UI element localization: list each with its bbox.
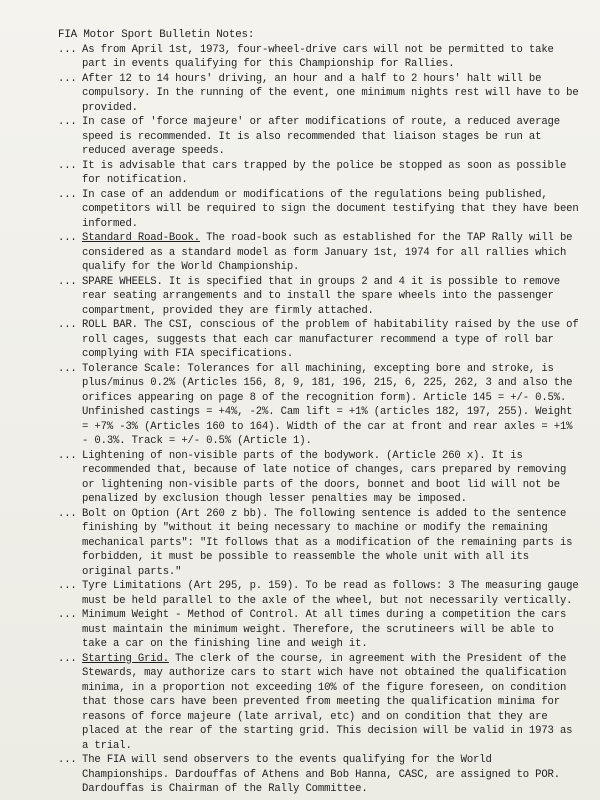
bulletin-note <box>58 507 582 580</box>
note-underlined-lead: Starting Grid. <box>82 652 169 665</box>
bulletin-note <box>58 753 582 797</box>
note-bullet-marker: ... <box>58 319 77 331</box>
note-bullet-marker: ... <box>58 116 77 128</box>
note-bullet-marker: ... <box>58 507 77 520</box>
bulletin-note <box>58 362 582 449</box>
note-underlined-lead: Standard Road-Book. <box>82 232 200 244</box>
note-bullet-marker: ... <box>58 754 77 766</box>
bulletin-note <box>58 449 582 507</box>
note-text: Bolt on Option (Art 260 z bb). The following sentence is added to the sentence finishing by "without it being necessary to machine or modify the remaining mechanical parts": "It follows that as a modification of the remaining parts is forbidden, it must be possible to reassemble the whole unit with all its original parts." <box>82 507 573 578</box>
note-bullet-marker: ... <box>58 188 77 201</box>
note-text: As from April 1st, 1973, four-wheel-drive cars will not be permitted to take part in events qualifying for this Championship for Rallies. <box>82 43 554 70</box>
bulletin-note <box>58 231 582 275</box>
note-bullet-marker: ... <box>58 609 77 621</box>
note-text: Minimum Weight - Method of Control. At all times during a competition the cars must maintain the minimum weight. Therefore, the scrutineers will be able to take a car on the finishing line and weigh it. <box>82 609 567 650</box>
bulletin-note <box>58 579 582 608</box>
note-bullet-marker: ... <box>58 362 77 375</box>
note-text: ROLL BAR. The CSI, conscious of the problem of habitability raised by the use of roll cages, suggests that each car manufacturer recommend a type of roll bar complying with FIA specifications. <box>82 319 579 360</box>
bulletin-note <box>58 43 582 72</box>
notes-list <box>58 43 582 797</box>
note-bullet-marker: ... <box>58 275 77 288</box>
note-text: The road-book such as established for the TAP Rally will be considered as a standard model as form January 1st, 1974 for all rallies which qualify for the World Championship. <box>82 232 573 273</box>
bulletin-note <box>58 318 582 362</box>
note-text: In case of 'force majeure' or after modifications of route, a reduced average speed is recommended. It is also recommended that liaison stages be run at reduced average speeds. <box>82 116 560 157</box>
note-text: In case of an addendum or modifications of the regulations being published, competitors will be required to sign the document testifying that they have been informed. <box>82 188 579 230</box>
note-bullet-marker: ... <box>58 449 77 462</box>
bulletin-note <box>58 608 582 652</box>
note-text: Lightening of non-visible parts of the bodywork. (Article 260 x). It is recommended that, because of late notice of changes, cars prepared by removing or lightening non-visible parts of the doors, bonnet and boot lid will not be penalized by exclusion though lesser penalties may be imposed. <box>82 449 567 505</box>
note-text: It is advisable that cars trapped by the police be stopped as soon as possible for notification. <box>82 159 567 186</box>
note-text: The FIA will send observers to the events qualifying for the World Championships. Dardouffas of Athens and Bob Hanna, CASC, are assigned to POR. Dardouffas is Chairman of the Rally Committee. <box>82 754 560 795</box>
note-text: SPARE WHEELS. It is specified that in groups 2 and 4 it is possible to remove rear seating arrangements and to install the spare wheels into the passenger compartment, provided they are firmly attached. <box>82 275 560 317</box>
note-text: After 12 to 14 hours' driving, an hour and a half to 2 hours' halt will be compulsory. In the running of the event, one minimum nights rest will have to be provided. <box>82 72 579 114</box>
note-bullet-marker: ... <box>58 72 77 85</box>
bulletin-notes <box>58 28 582 797</box>
bulletin-heading: FIA Motor Sport Bulletin Notes: <box>58 29 255 41</box>
note-text: Tolerance Scale: Tolerances for all machining, excepting bore and stroke, is plus/minus 0.2% (Articles 156, 8, 9, 181, 196, 215, 6, 225, 262, 3 and also the orifices appearing on page 8 of the recognition form). Article 145 = +/- 0.5%. Unfinished castings = +4%, -2%. Cam lift = +1% (articles 182, 197, 255). Weight = +7% -3% (Articles 160 to 164). Width of the car at front and rear axles = +1% - 0.3%. Track = +/- 0.5% (Article 1). <box>82 362 573 447</box>
bulletin-note <box>58 188 582 232</box>
note-bullet-marker: ... <box>58 580 77 592</box>
bulletin-note <box>58 115 582 159</box>
note-text: The clerk of the course, in agreement with the President of the Stewards, may authorize cars to start wich have not obtained the qualification minima, in a proportion not exceeding 10% of the figure foreseen, on condition that those cars have been prevented from meeting the qualification minima for reasons of force majeure (late arrival, etc) and on condition that they are placed at the rear of the starting grid. This decision will be valid in 1973 as a trial. <box>82 652 573 752</box>
note-bullet-marker: ... <box>58 159 77 172</box>
note-bullet-marker: ... <box>58 43 77 56</box>
bulletin-note <box>58 652 582 754</box>
bulletin-note <box>58 159 582 188</box>
note-bullet-marker: ... <box>58 232 77 244</box>
bulletin-note <box>58 72 582 116</box>
bulletin-note <box>58 275 582 319</box>
note-text: Tyre Limitations (Art 295, p. 159). To be read as follows: 3 The measuring gauge must be held parallel to the axle of the wheel, but not necessarily vertically. <box>82 580 579 607</box>
note-bullet-marker: ... <box>58 652 77 665</box>
